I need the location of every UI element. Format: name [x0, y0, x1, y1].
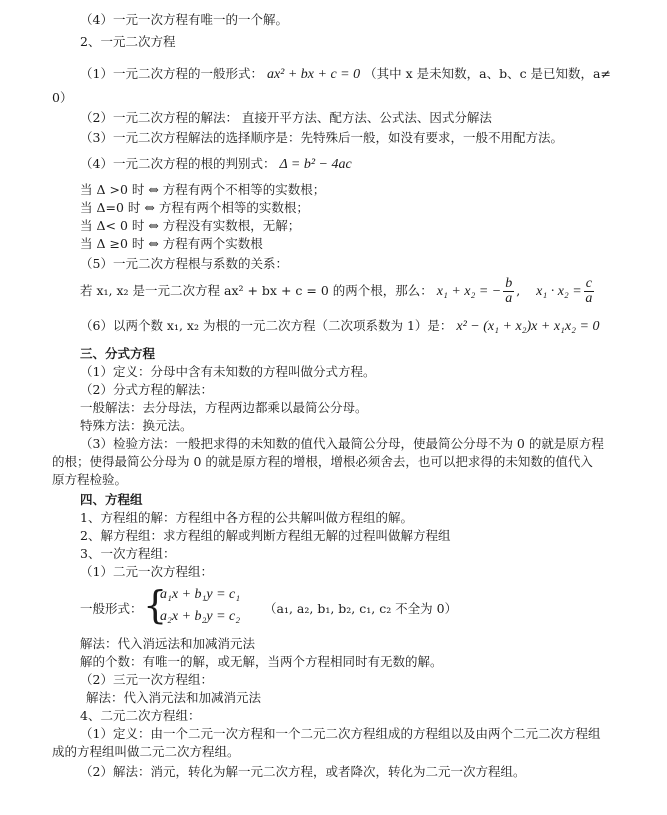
text-line: 当 Δ=0 时 ⇔ 方程有两个相等的实数根；	[80, 200, 309, 215]
text-line: （3）一元二次方程解法的选择顺序是：先特殊后一般，如没有要求，一般不用配方法。	[80, 130, 563, 145]
text-line: 解法：代入消远法和加减消元法	[80, 636, 256, 651]
text-line: 一般形式：	[80, 601, 143, 616]
text: （1）一元二次方程的一般形式：	[80, 66, 263, 81]
text: （4）一元二次方程的根的判别式：	[80, 156, 276, 171]
text-line: （5）一元二次方程根与系数的关系：	[80, 256, 288, 271]
text-line: 3、一次方程组：	[80, 546, 176, 561]
text-line: （1）二元一次方程组：	[80, 564, 213, 579]
equation: a₁x + b₁y = c₁	[160, 587, 241, 602]
numerator: b	[505, 276, 513, 291]
text-line: 若 x₁, x₂ 是一元二次方程 ax² + bx + c = 0 的两个根，那么： x₁ + x₂ = − $\frac{b}{a}$ , x₁ · x₂ = $\frac{c}{a}$	[80, 276, 593, 306]
left-brace: {	[143, 583, 168, 627]
text-line: （a₁, a₂, b₁, b₂, c₁, c₂ 不全为 0）	[264, 601, 458, 616]
text-line: 当 Δ< 0 时 ⇔ 方程没有实数根，无解；	[80, 218, 301, 233]
formula: x² − (x₁ + x₂)x + x₁x₂ = 0	[456, 319, 600, 334]
fraction	[503, 277, 514, 306]
text-line: 解法：代入消元法和加减消元法	[86, 690, 262, 705]
section-heading: 2、一元二次方程	[80, 34, 176, 49]
text-line	[80, 318, 599, 335]
denominator: a	[505, 291, 513, 306]
formula: Δ = b² − 4ac	[279, 157, 352, 172]
formula: ax² + bx + c = 0	[266, 67, 361, 82]
text: 若 x₁, x₂ 是一元二次方程 ax² + bx + c = 0 的两个根，那么：	[80, 283, 433, 298]
text-line: 原方程检验。	[52, 472, 128, 487]
text-line: 当 Δ >0 时 ⇔ 方程有两个不相等的实数根；	[80, 182, 326, 197]
text-line: （2）分式方程的解法：	[80, 382, 213, 397]
text-line: 4、二元二次方程组：	[80, 708, 201, 723]
text-line: 一般解法：去分母法，方程两边都乘以最简公分母。	[80, 400, 368, 415]
section-heading: 四、方程组	[80, 492, 143, 507]
text: （6）以两个数 x₁, x₂ 为根的一元二次方程（二次项系数为 1）是：	[80, 318, 453, 333]
text-line: （2）三元一次方程组：	[80, 672, 213, 687]
text-line: （2）一元二次方程的解法： 直接开平方法、配方法、公式法、因式分解法	[80, 110, 492, 125]
text-line: 0）	[52, 90, 73, 105]
text-line: 成的方程组叫做二元二次方程组。	[52, 744, 240, 759]
text-line: （4）一元一次方程有唯一的一个解。	[80, 12, 288, 27]
text-line: 特殊方法：换元法。	[80, 418, 193, 433]
text-line	[80, 66, 611, 83]
text-line: （2）解法：消元，转化为解一元二次方程，或者降次，转化为二元一次方程组。	[80, 764, 526, 779]
numerator: c	[585, 276, 592, 291]
text-line	[80, 156, 352, 173]
text-line: （1）定义：分母中含有未知数的方程叫做分式方程。	[80, 364, 376, 379]
text-line: 2、解方程组：求方程组的解或判断方程组无解的过程叫做解方程组	[80, 528, 451, 543]
denominator: a	[585, 291, 593, 306]
text: （其中 x 是未知数，a、b、c 是已知数，a≠	[364, 66, 611, 81]
text-line: 解的个数：有唯一的解，或无解，当两个方程相同时有无数的解。	[80, 654, 443, 669]
text-line: （3）检验方法：一般把求得的未知数的值代入最简公分母，使最简公分母不为 0 的就是原方程	[80, 436, 604, 451]
text-line: 1、方程组的解：方程组中各方程的公共解叫做方程组的解。	[80, 510, 413, 525]
formula: x₁ · x₂ =	[536, 284, 582, 299]
text-line: 的根；使得最简公分母为 0 的就是原方程的增根，增根必须舍去，也可以把求得的未知数的值代入	[52, 454, 593, 469]
formula: x₁ + x₂ = −	[436, 284, 502, 299]
fraction	[584, 277, 594, 306]
text-line: 当 Δ ≥0 时 ⇔ 方程有两个实数根	[80, 236, 263, 251]
text-line: （1）定义：由一个二元一次方程和一个二元二次方程组成的方程组以及由两个二元二次方程组	[80, 726, 601, 741]
equation: a₂x + b₂y = c₂	[160, 609, 241, 624]
section-heading: 三、分式方程	[80, 346, 156, 361]
